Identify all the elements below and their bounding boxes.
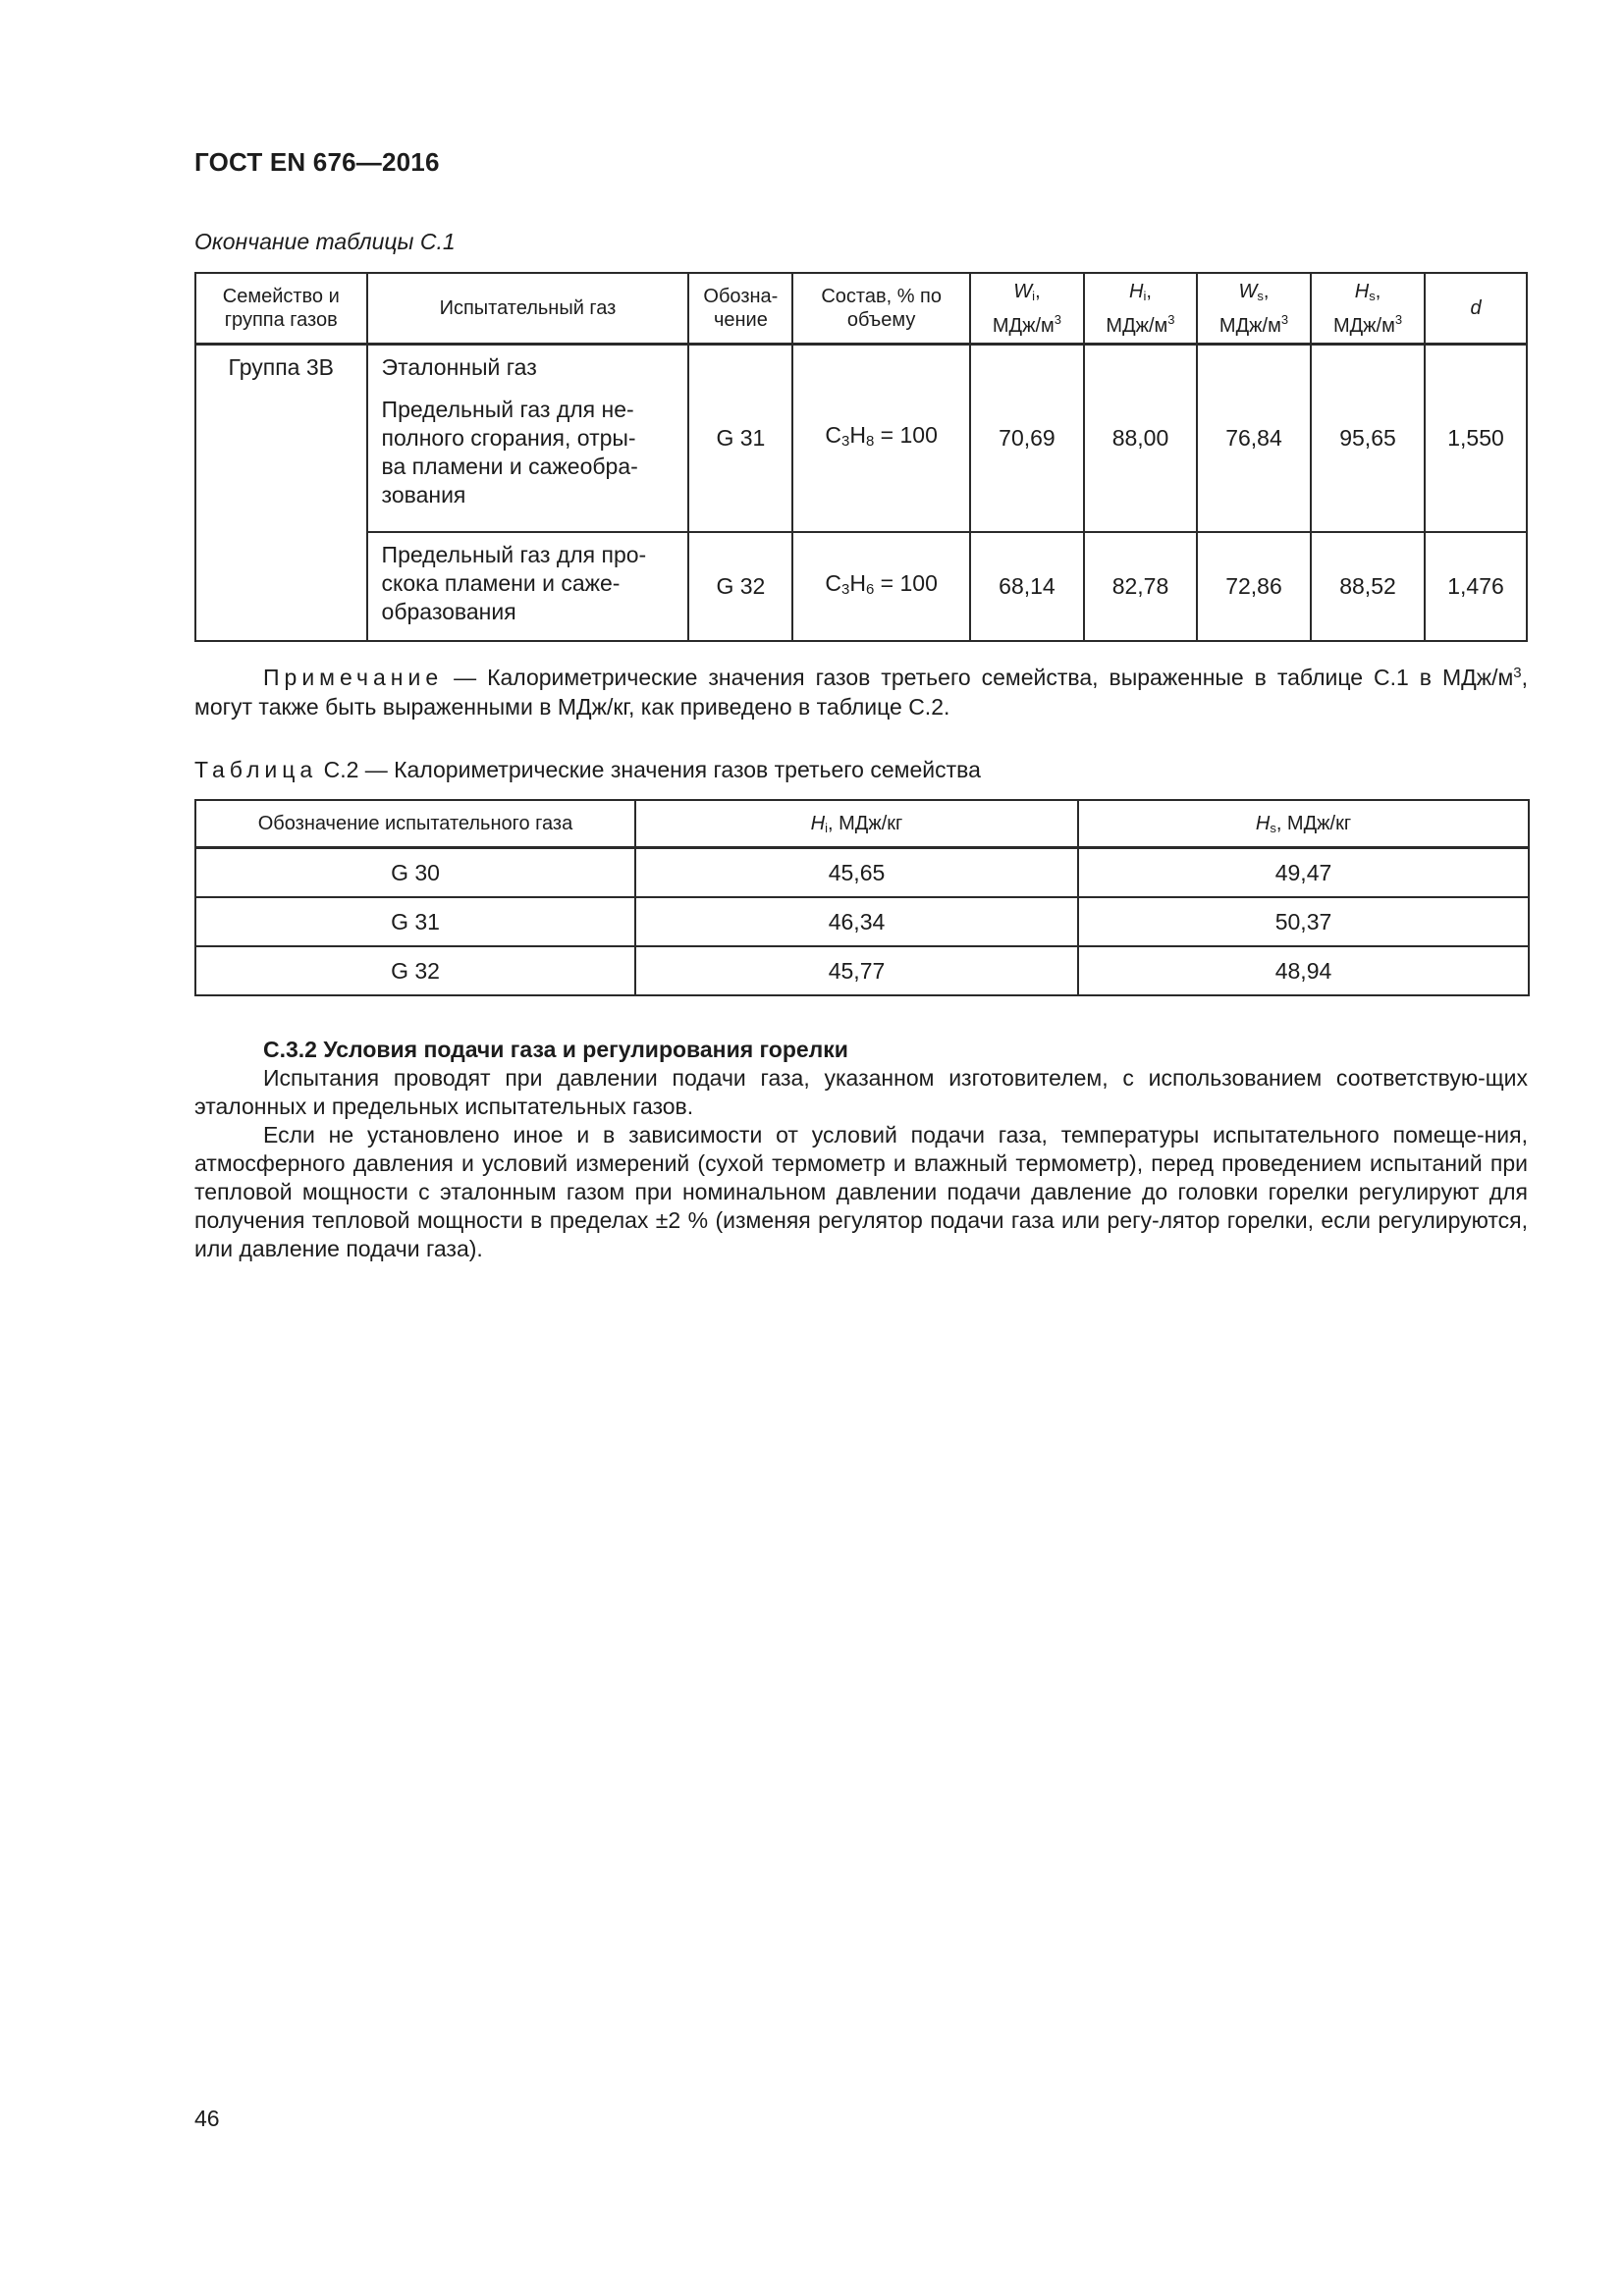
hi-cell: 88,00: [1084, 345, 1197, 532]
paragraph: Если не установлено иное и в зависимости от условий подачи газа, температуры испытательного помеще-ния, атмосферного давления и условий измерений (сухой термометр и влажный термометр), перед проведением испытаний при тепловой мощности с эталонным газом при номинальном давлении подачи давление до головки горелки регулируют для получения тепловой мощности в пределах ±2 % (изменяя регулятор подачи газа или регу-лятор горелки, если регулируются, или давление подачи газа).: [194, 1122, 1528, 1261]
header-hi: $H_i$, МДж/$м^3$: [1084, 273, 1197, 345]
table1-header-row: [195, 273, 1527, 345]
composition-cell: $C_3H_6 = 100$: [792, 532, 970, 641]
hs-cell: 49,47: [1078, 848, 1529, 898]
gas-cell: G 32: [195, 946, 635, 995]
table-row: [195, 532, 1527, 641]
gas-cell: G 30: [195, 848, 635, 898]
header-designation: Обозначение испытательного газа: [195, 800, 635, 848]
header-hs: $H_s$, МДж/$м^3$: [1311, 273, 1425, 345]
gas-name-cell: Эталонный газ Предельный газ для не- полного сгорания, отры- ва пламени и сажеобра- зования: [367, 345, 689, 532]
group-3b-cell: Группа 3В: [195, 345, 367, 641]
hs-cell: 50,37: [1078, 897, 1529, 946]
header-family: Семейство и группа газов: [195, 273, 367, 345]
table-c1-continuation: [194, 272, 1528, 642]
section-title: С.3.2 Условия подачи газа и регулирования горелки: [263, 1037, 848, 1062]
table1-caption: Окончание таблицы С.1: [194, 229, 456, 254]
composition-cell: $C_3H_8 = 100$: [792, 345, 970, 532]
header-designation: Обозна-чение: [688, 273, 792, 345]
wi-cell: 70,69: [970, 345, 1084, 532]
hi-cell: 82,78: [1084, 532, 1197, 641]
note-label: Примечание: [263, 665, 444, 690]
gas-name-cell: Предельный газ для про- скока пламени и саже- образования: [367, 532, 689, 641]
header-composition: Состав, % по объему: [792, 273, 970, 345]
designation-cell: G 32: [688, 532, 792, 641]
table-row: [195, 345, 1527, 532]
d-cell: 1,476: [1425, 532, 1527, 641]
hi-cell: 45,65: [635, 848, 1078, 898]
table-row: [195, 946, 1529, 995]
hi-cell: 46,34: [635, 897, 1078, 946]
hi-cell: 45,77: [635, 946, 1078, 995]
section-c-3-2: [194, 1036, 1528, 1263]
table-c2: [194, 799, 1530, 996]
header-d: d: [1425, 273, 1527, 345]
table-note: Примечание — Калориметрические значения газов третьего семейства, выраженные в таблице С.1 в МДж/$м^3$, могут также быть выраженными в МДж/кг, как приведено в таблице С.2.: [194, 665, 1528, 720]
table2-caption: Таблица С.2 — Калориметрические значения газов третьего семейства: [194, 757, 981, 782]
table-row: [195, 897, 1529, 946]
ws-cell: 76,84: [1197, 345, 1311, 532]
paragraph: Испытания проводят при давлении подачи газа, указанном изготовителем, с использованием соответствую-щих эталонных и предельных испытательных газов.: [194, 1065, 1528, 1119]
designation-cell: G 31: [688, 345, 792, 532]
note-text: — Калориметрические значения газов третьего семейства, выраженные в таблице С.1 в МДж/м: [443, 665, 1514, 690]
wi-cell: 68,14: [970, 532, 1084, 641]
table2-header-row: [195, 800, 1529, 848]
hs-cell: 88,52: [1311, 532, 1425, 641]
ws-cell: 72,86: [1197, 532, 1311, 641]
header-test-gas: Испытательный газ: [367, 273, 689, 345]
header-hi: $H_i$, МДж/кг: [635, 800, 1078, 848]
header-wi: $W_i$, МДж/$м^3$: [970, 273, 1084, 345]
hs-cell: 95,65: [1311, 345, 1425, 532]
page-number: 46: [194, 2106, 220, 2131]
header-ws: $W_s$, МДж/$м^3$: [1197, 273, 1311, 345]
d-cell: 1,550: [1425, 345, 1527, 532]
table-row: [195, 848, 1529, 898]
header-hs: $H_s$, МДж/кг: [1078, 800, 1529, 848]
document-header: ГОСТ EN 676—2016: [194, 147, 440, 177]
hs-cell: 48,94: [1078, 946, 1529, 995]
gas-cell: G 31: [195, 897, 635, 946]
